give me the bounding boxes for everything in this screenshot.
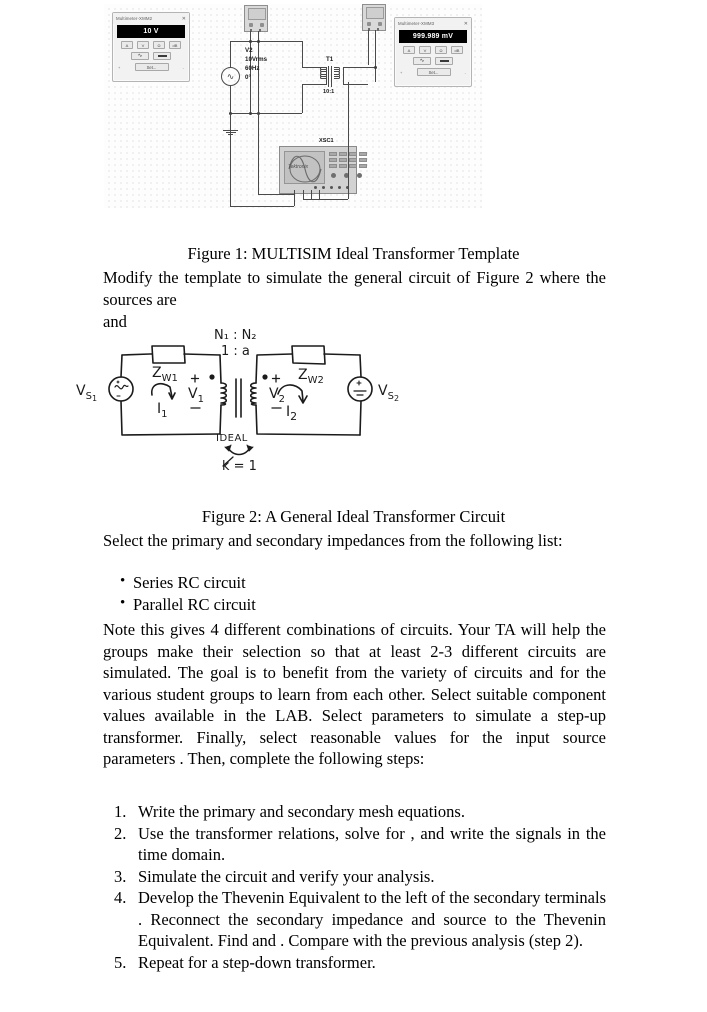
step-number: 2. <box>114 823 127 843</box>
step-number: 4. <box>114 888 127 907</box>
multimeter-xmm2-titlebar <box>113 13 189 24</box>
wire-segment <box>368 30 369 65</box>
transformer-primary-coil <box>221 383 226 405</box>
label-coupling-coefficient: k = 1 <box>222 459 257 474</box>
step-item <box>110 866 606 888</box>
dc-mode-button[interactable] <box>435 57 453 65</box>
impedance-box-zw2 <box>292 346 325 364</box>
wire-segment <box>375 30 376 82</box>
dc-mode-button[interactable] <box>153 52 171 60</box>
wire-primary-bottom <box>302 84 326 85</box>
oscilloscope-knob-icons[interactable] <box>331 173 362 178</box>
label-vs2: $V_S2$ <box>378 383 400 403</box>
wire-segment <box>326 67 327 85</box>
multimeter-xmm3-controls <box>395 46 471 79</box>
wire-segment <box>319 190 320 199</box>
junction-node <box>374 66 377 69</box>
label-turns-ratio-normalized: 1 : a <box>221 344 250 359</box>
wire-segment <box>302 84 303 113</box>
multimeter-xmm3-display: 999.989 mV <box>399 30 467 43</box>
source-ref-label: V2 <box>245 47 253 54</box>
step-text: Develop the Thevenin Equivalent to the left of the secondary terminals . Reconnect the secondary impedance and source to the Thevenin Equivalent. Find and . Compare with the previous analysis (step 2). <box>138 888 606 950</box>
transformer-secondary-coil <box>251 383 256 405</box>
oscilloscope-brand-label: Tektronix <box>288 164 309 170</box>
figure2-handdrawn-circuit <box>60 325 420 480</box>
multimeter-xmm2-mode-row <box>117 41 185 49</box>
label-i2: $I_2$ <box>286 404 298 423</box>
junction-node <box>249 40 252 43</box>
terminal-positive-label: + <box>118 64 121 70</box>
wire-segment <box>303 199 348 200</box>
multimeter-xmm3-titlebar <box>395 18 471 29</box>
transformer-ratio-label: 10:1 <box>323 89 335 95</box>
figure2-caption: Figure 2: A General Ideal Transformer Circuit <box>201 507 506 526</box>
wire-segment <box>348 82 349 199</box>
source-frequency-label: 60Hz <box>245 65 260 72</box>
note-paragraph: Note this gives 4 different combinations of circuits. Your TA will help the groups make their selection so that at least 2-3 different circuits are simulated. The goal is to benefit from the variety of circuits and for the various student groups to learn from each other. Select suitable component values available in the LAB. Select parameters to simulate a step-up transformer. Finally, select reasonable values for the input source parameters . Then, complete the following steps: <box>103 620 606 768</box>
multimeter-xmm2-controls <box>113 41 189 74</box>
step-text: Simulate the circuit and verify your analysis. <box>138 866 435 886</box>
source-amplitude-label: 10Vrms <box>245 56 268 63</box>
polarity-plus-icon <box>117 381 119 383</box>
current-arrow-i1 <box>152 384 172 397</box>
list-item <box>103 572 606 594</box>
source-phase-label: 0° <box>245 74 251 81</box>
list-item-label: Parallel RC circuit <box>133 594 256 614</box>
multimeter-xmm2-title: Multimeter-XMM2 <box>116 16 153 21</box>
wire-segment <box>230 41 231 67</box>
transformer-secondary-coil <box>334 68 340 79</box>
multisim-schematic-canvas <box>104 4 482 208</box>
multimeter-xmm2-panel[interactable] <box>112 12 190 82</box>
decibel-button[interactable]: dB <box>169 41 181 49</box>
label-vs1: $V_S1$ <box>76 383 98 403</box>
step-item <box>110 887 606 952</box>
wire-left-right-bottom <box>220 405 221 434</box>
ohmmeter-button[interactable]: Ω <box>435 46 447 54</box>
settings-button[interactable]: Set... <box>135 63 169 71</box>
decibel-button[interactable]: dB <box>451 46 463 54</box>
sine-wave-icon <box>115 385 128 388</box>
sine-wave-icon: ∿ <box>137 53 143 59</box>
oscilloscope-screen <box>284 151 325 184</box>
wire-segment <box>258 101 259 194</box>
wire-left-top-a <box>122 354 152 355</box>
wire-segment <box>303 190 304 199</box>
wire-segment <box>230 206 294 207</box>
wire-secondary-top <box>343 67 375 68</box>
polarity-plus-icon <box>357 381 361 385</box>
wire-segment <box>294 190 295 206</box>
list-item-label: Series RC circuit <box>133 573 246 592</box>
terminal-negative-label: - <box>464 69 466 75</box>
wire-segment <box>230 86 231 113</box>
multimeter-xmm2-set-row <box>117 63 185 71</box>
multimeter-xmm2-coupling-row <box>117 52 185 60</box>
bullet-icon: • <box>120 594 126 611</box>
transformer-ref-label: T1 <box>326 56 334 63</box>
wire-left-right-top <box>220 355 221 383</box>
bullet-icon: • <box>120 573 126 589</box>
multimeter-xmm2-display: 10 V <box>117 25 185 38</box>
probe-pin-icons <box>250 29 261 32</box>
label-zw2: $Z_{W2}$ <box>298 367 324 386</box>
steps-list <box>110 801 606 973</box>
step-item <box>110 952 606 974</box>
oscilloscope-terminal-icons <box>314 186 349 189</box>
ammeter-button[interactable]: A <box>403 46 415 54</box>
probe-indicator-icons <box>249 23 264 27</box>
wire-left-top-b <box>184 354 220 355</box>
label-i1: $I_1$ <box>157 401 168 420</box>
intro-paragraph: Modify the template to simulate the general circuit of Figure 2 where the sources are <box>103 268 606 309</box>
label-turns-ratio: N₁ : N₂ <box>214 328 257 343</box>
step-text: Write the primary and secondary mesh equations. <box>138 802 465 821</box>
wire-left-bottom <box>121 401 220 435</box>
dc-bar-icon <box>440 60 449 62</box>
voltmeter-button[interactable]: V <box>137 41 149 49</box>
multimeter-xmm3-mode-row <box>399 46 467 54</box>
voltage-plus-v2 <box>273 375 280 382</box>
step-text: Use the transformer relations, solve for , and write the signals in the time domain. <box>138 823 606 864</box>
probe-screen-icon <box>366 7 384 19</box>
wire-right-bottom <box>256 405 360 435</box>
multimeter-xmm3-title: Multimeter-XMM3 <box>398 21 435 26</box>
transformer-core-line <box>331 66 332 87</box>
impedance-box-zw1 <box>152 346 185 363</box>
polarity-dot-primary <box>209 374 214 379</box>
wire-top-rail <box>230 41 302 42</box>
oscilloscope-xsc1[interactable] <box>279 146 357 194</box>
step-number: 5. <box>114 952 127 972</box>
close-icon[interactable]: ✕ <box>181 15 186 22</box>
multimeter-xmm3-set-row <box>399 68 467 76</box>
voltage-plus-v1 <box>192 375 199 382</box>
multimeter-xmm3-panel[interactable] <box>394 17 472 87</box>
wire-right-top-b <box>324 354 360 355</box>
settings-button[interactable]: Set... <box>417 68 451 76</box>
ammeter-button[interactable]: A <box>121 41 133 49</box>
step-item <box>110 823 606 866</box>
wire-left-up <box>121 355 122 377</box>
wire-segment <box>302 41 303 68</box>
wire-right-up <box>360 355 361 377</box>
ac-mode-button[interactable] <box>413 57 431 65</box>
terminal-positive-label: + <box>400 69 403 75</box>
label-v1: $V_1$ <box>188 386 204 405</box>
close-icon[interactable]: ✕ <box>463 20 468 27</box>
wire-bottom-rail <box>230 113 302 114</box>
wire-segment <box>258 194 294 195</box>
junction-node <box>249 112 252 115</box>
probe-screen-icon <box>248 8 266 20</box>
impedance-options-list <box>103 572 606 615</box>
figure2-svg <box>60 325 420 480</box>
wire-segment <box>343 67 344 85</box>
oscilloscope-ref-label: XSC1 <box>319 138 334 144</box>
probe-indicator-icons <box>367 22 382 26</box>
voltmeter-button[interactable]: V <box>419 46 431 54</box>
terminal-negative-label: - <box>182 64 184 70</box>
figure1-multisim-screenshot <box>104 4 482 208</box>
transformer-core-line <box>328 66 329 87</box>
ohmmeter-button[interactable]: Ω <box>153 41 165 49</box>
probe-pin-icons <box>368 28 379 31</box>
step-text: Repeat for a step-down transformer. <box>138 952 376 972</box>
probe-meter-right[interactable] <box>362 4 386 31</box>
label-zw1: $Z_{W1}$ <box>152 365 178 384</box>
wire-secondary-bottom <box>343 84 368 85</box>
ac-mode-button[interactable] <box>131 52 149 60</box>
source-circle-vs2 <box>348 377 372 401</box>
sine-wave-icon: ∿ <box>226 71 235 81</box>
step-number: 1. <box>114 802 127 821</box>
figure1-caption: Figure 1: MULTISIM Ideal Transformer Template <box>187 244 520 263</box>
select-impedances-text: Select the primary and secondary impedances from the following list: <box>103 531 563 550</box>
polarity-dot-secondary <box>262 374 267 379</box>
sine-wave-icon: ∿ <box>419 58 425 64</box>
coupling-bracket <box>228 447 250 455</box>
ac-voltage-source-v2[interactable] <box>221 67 240 86</box>
and-connector-text: and <box>103 312 127 331</box>
step-number: 3. <box>114 866 127 886</box>
wire-right-down <box>360 401 361 435</box>
probe-meter-left[interactable] <box>244 5 268 32</box>
multimeter-xmm3-coupling-row <box>399 57 467 65</box>
dc-bar-icon <box>158 55 167 57</box>
label-ideal: IDEAL <box>216 433 248 444</box>
list-item <box>103 594 606 616</box>
step-item <box>110 801 606 823</box>
wire-segment <box>230 113 231 206</box>
label-v2: $V_2$ <box>269 386 285 405</box>
junction-node <box>257 40 260 43</box>
wire-segment <box>311 190 312 199</box>
